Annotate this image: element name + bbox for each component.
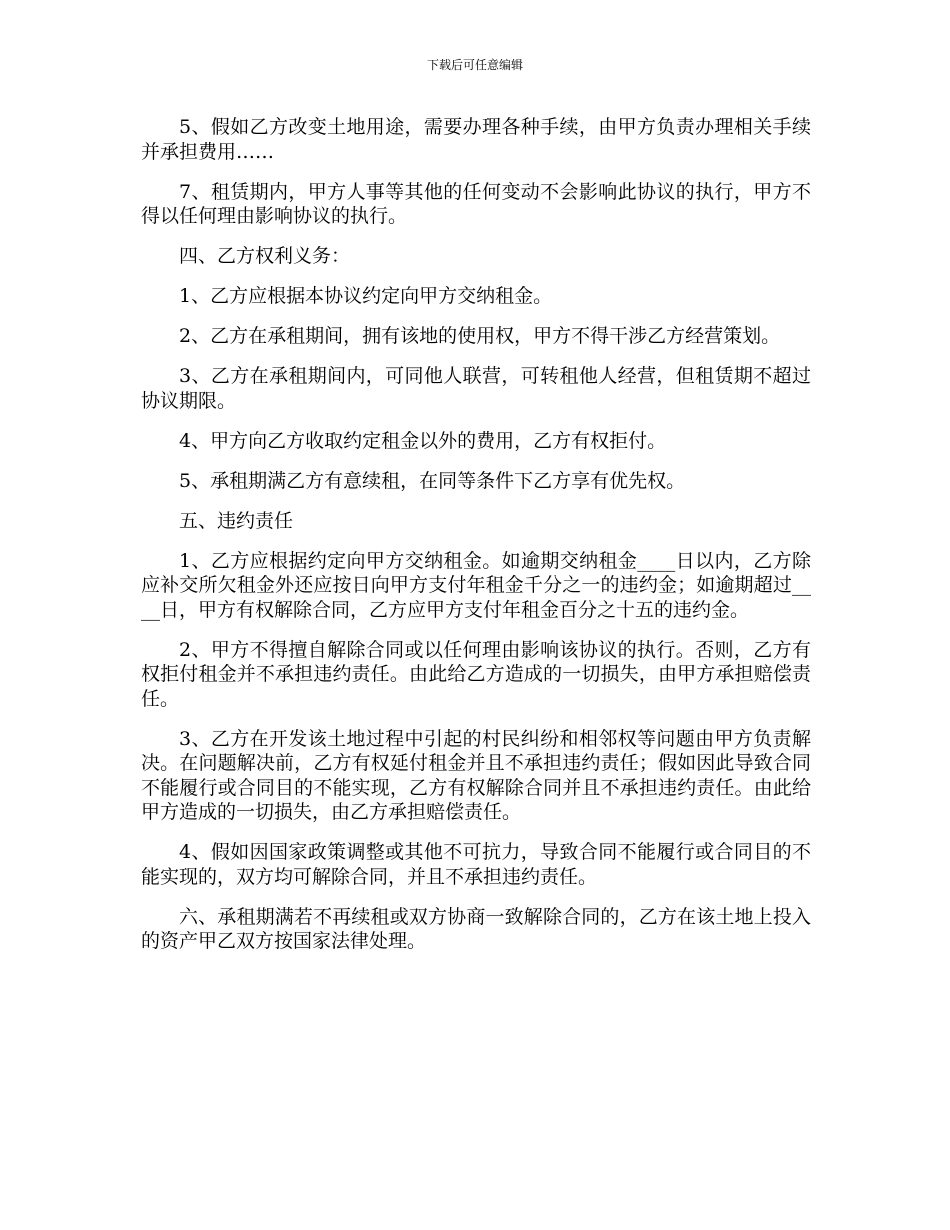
- section-heading: 四、乙方权利义务：: [179, 245, 351, 267]
- paragraph: 六、承租期满若不再续租或双方协商一致解除合同的，乙方在该土地上投入的资产甲乙双方按国家法律处理。: [141, 905, 811, 952]
- paragraph: 5、承租期满乙方有意续租，在同等条件下乙方享有优先权。: [179, 469, 686, 492]
- paragraph: 5、假如乙方改变土地用途，需要办理各种手续，由甲方负责办理相关手续并承担费用……: [141, 116, 811, 163]
- paragraph: 2、甲方不得擅自解除合同或以任何理由影响该协议的执行。否则，乙方有权拒付租金并不承担违约责任。由此给乙方造成的一切损失，由甲方承担赔偿责任。: [141, 638, 811, 710]
- paragraph: 2、乙方在承租期间，拥有该地的使用权，甲方不得干涉乙方经营策划。: [179, 325, 781, 347]
- paragraph: 1、乙方应根据约定向甲方交纳租金。如逾期交纳租金____日以内，乙方除应补交所欠租金外还应按日向甲方支付年租金千分之一的违约金；如逾期超过____日，甲方有权解除合同，乙方应甲方支付年租金百分之十五的违约金。: [141, 549, 811, 621]
- section-heading: 五、违约责任: [179, 509, 294, 532]
- paragraph: 4、甲方向乙方收取约定租金以外的费用，乙方有权拒付。: [179, 429, 667, 452]
- paragraph: 7、租赁期内，甲方人事等其他的任何变动不会影响此协议的执行，甲方不得以任何理由影响协议的执行。: [141, 180, 811, 227]
- document-body: [141, 115, 811, 969]
- paragraph: 4、假如因国家政策调整或其他不可抗力，导致合同不能履行或合同目的不能实现的，双方均可解除合同，并且不承担违约责任。: [141, 841, 811, 888]
- paragraph: 3、乙方在承租期间内，可同他人联营，可转租他人经营，但租赁期不超过协议期限。: [141, 365, 811, 412]
- page-header: 下载后可任意编辑: [426, 58, 523, 72]
- paragraph: 3、乙方在开发该土地过程中引起的村民纠纷和相邻权等问题由甲方负责解决。在问题解决前，乙方有权延付租金并且不承担违约责任；假如因此导致合同不能履行或合同目的不能实现，乙方有权解除合同并且不承担违约责任。由此给甲方造成的一切损失，由乙方承担赔偿责任。: [141, 727, 811, 823]
- paragraph: 1、乙方应根据本协议约定向甲方交纳租金。: [179, 285, 553, 307]
